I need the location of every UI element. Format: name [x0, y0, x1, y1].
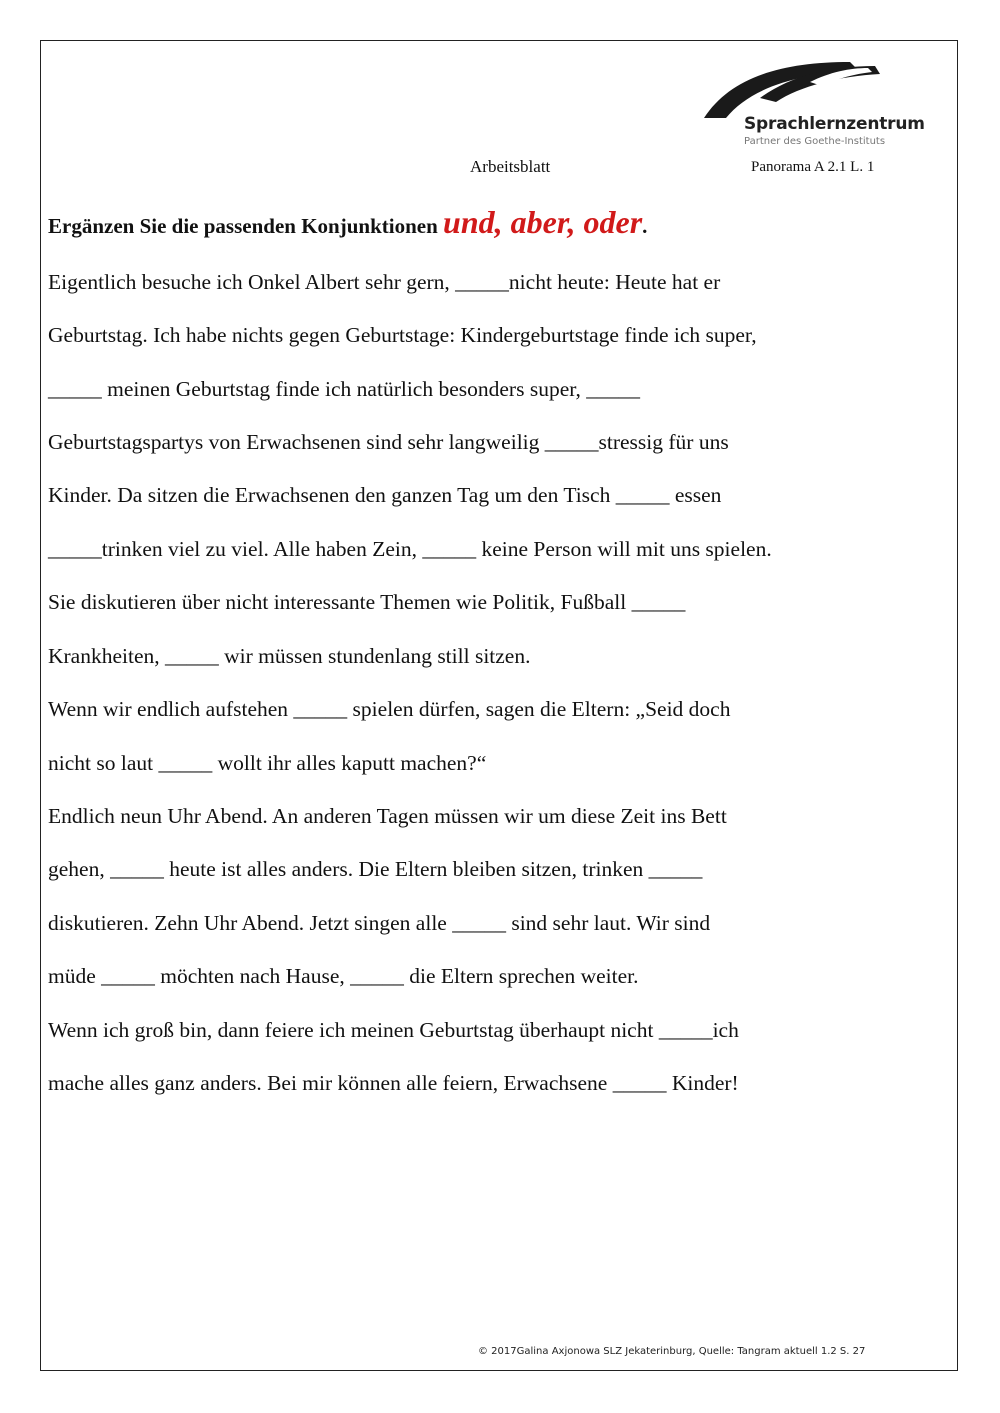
text-line: Geburtstag. Ich habe nichts gegen Geburtstage: Kindergeburtstage finde ich super,: [48, 323, 757, 347]
worksheet-label: Arbeitsblatt: [470, 157, 551, 176]
text-line: Geburtstagspartys von Erwachsenen sind sehr langweilig _____stressig für uns: [48, 430, 729, 454]
logo-name: Sprachlernzentrum: [744, 114, 925, 134]
text-line: diskutieren. Zehn Uhr Abend. Jetzt singen alle _____ sind sehr laut. Wir sind: [48, 911, 711, 935]
instruction-heading: [48, 204, 647, 241]
instruction-end: .: [642, 214, 648, 238]
text-line: Wenn wir endlich aufstehen _____ spielen dürfen, sagen die Eltern: „Seid doch: [48, 697, 731, 721]
instruction-text: Ergänzen Sie die passenden Konjunktionen: [48, 214, 444, 238]
text-line: müde _____ möchten nach Hause, _____ die Eltern sprechen weiter.: [48, 964, 639, 988]
logo: [700, 58, 925, 150]
text-line: Wenn ich groß bin, dann feiere ich meinen Geburtstag überhaupt nicht _____ich: [48, 1018, 739, 1042]
text-line: nicht so laut _____ wollt ihr alles kaputt machen?“: [48, 751, 487, 775]
text-line: Krankheiten, _____ wir müssen stundenlang still sitzen.: [48, 644, 531, 668]
text-line: Endlich neun Uhr Abend. An anderen Tagen müssen wir um diese Zeit ins Bett: [48, 804, 727, 828]
text-line: Sie diskutieren über nicht interessante Themen wie Politik, Fußball _____: [48, 590, 686, 614]
text-line: Eigentlich besuche ich Onkel Albert sehr gern, _____nicht heute: Heute hat er: [48, 270, 721, 294]
instruction-conjunctions: und, aber, oder: [443, 204, 643, 240]
logo-arc-icon: [700, 58, 905, 118]
text-line: gehen, _____ heute ist alles anders. Die Eltern bleiben sitzen, trinken _____: [48, 857, 703, 881]
text-line: _____trinken viel zu viel. Alle haben Zein, _____ keine Person will mit uns spielen.: [48, 537, 772, 561]
text-line: Kinder. Da sitzen die Erwachsenen den ganzen Tag um den Tisch _____ essen: [48, 483, 722, 507]
text-line: mache alles ganz anders. Bei mir können alle feiern, Erwachsene _____ Kinder!: [48, 1071, 739, 1095]
text-line: _____ meinen Geburtstag finde ich natürlich besonders super, _____: [48, 377, 641, 401]
footer-copyright: © 2017Galina Axjonowa SLZ Jekaterinburg, Quelle: Tangram aktuell 1.2 S. 27: [478, 1346, 866, 1357]
logo-subtitle: Partner des Goethe-Instituts: [744, 136, 886, 147]
lesson-reference: Panorama A 2.1 L. 1: [751, 159, 875, 175]
